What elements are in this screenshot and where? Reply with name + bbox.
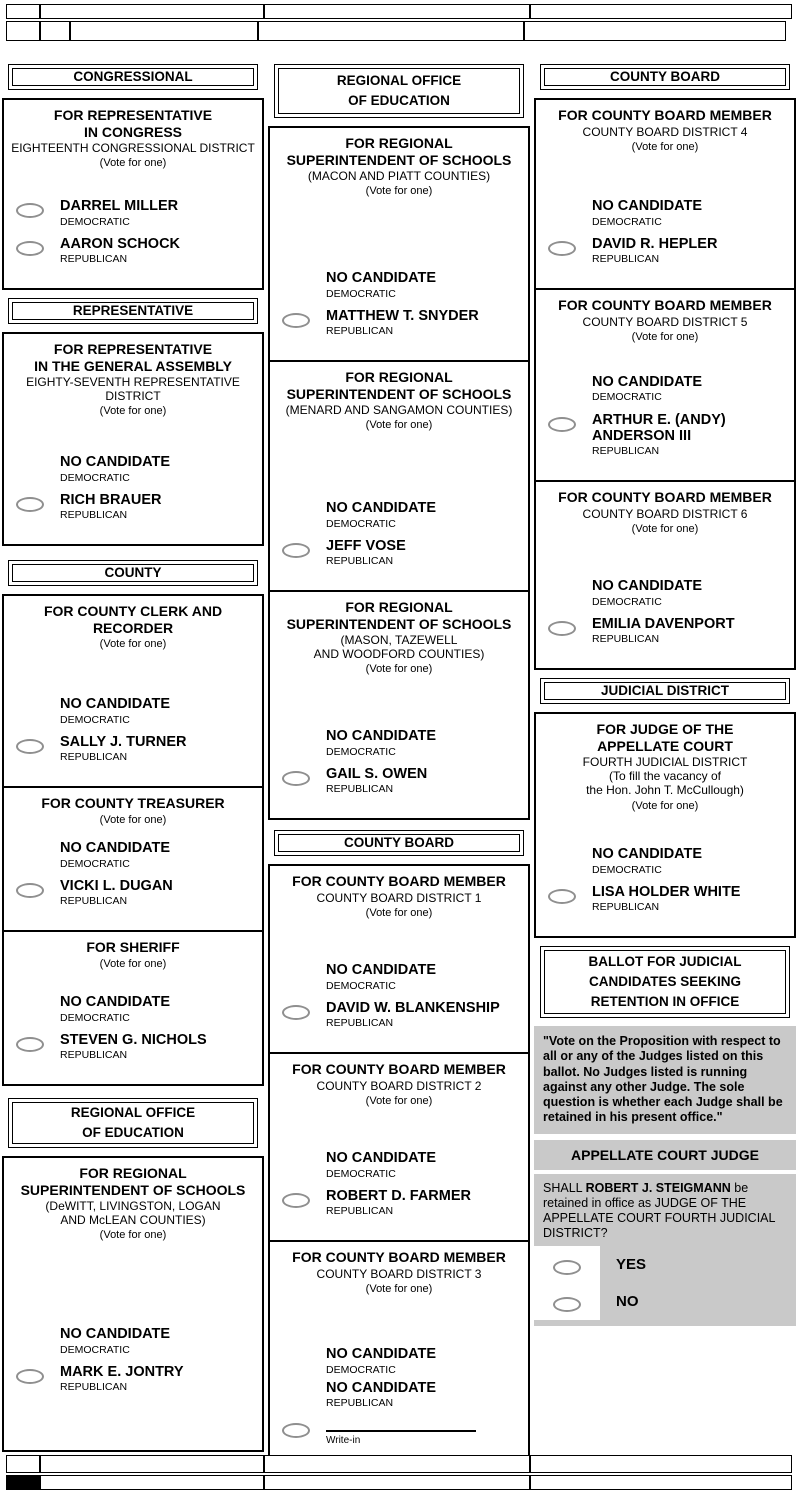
contest-county-board-district-5 [534, 288, 796, 482]
candidate-name: LISA HOLDER WHITE [592, 884, 741, 901]
vote-for-instruction: (Vote for one) [365, 185, 433, 198]
contest-roe-dewitt [2, 1156, 264, 1452]
contest-appellate-court-judge [534, 712, 796, 938]
contest-representative-in-congress [2, 98, 264, 290]
vote-oval-write-in[interactable] [282, 1423, 310, 1438]
candidate-party: DEMOCRATIC [60, 1343, 130, 1356]
candidate-name: NO CANDIDATE [326, 1346, 437, 1363]
contest-district-line: EIGHTY-SEVENTH REPRESENTATIVE [26, 375, 240, 390]
contest-title-line: FOR COUNTY BOARD MEMBER [292, 1249, 506, 1265]
section-header-congressional [8, 64, 258, 90]
contest-county-board-district-2 [268, 1052, 530, 1242]
vote-oval[interactable] [548, 241, 576, 256]
contest-title-line: IN THE GENERAL ASSEMBLY [34, 357, 232, 374]
candidate-row [270, 720, 528, 758]
timing-mark [264, 4, 530, 19]
contest-title-line: FOR REPRESENTATIVE [53, 107, 213, 123]
candidate-row [536, 366, 794, 404]
ballot-column-2 [268, 60, 530, 1458]
appellate-court-judge-bar: APPELLATE COURT JUDGE [534, 1140, 796, 1170]
candidate-row [536, 570, 794, 608]
contest-title-line: RECORDER [92, 619, 174, 636]
vote-for-instruction: (Vote for one) [365, 906, 433, 919]
candidate-name: NO CANDIDATE [326, 728, 437, 745]
candidate-name: DAVID W. BLANKENSHIP [326, 1000, 500, 1017]
candidate-party: REPUBLICAN [326, 1017, 394, 1030]
candidate-row [270, 530, 528, 568]
section-header-regional-office [8, 1098, 258, 1148]
vote-for-instruction: (Vote for one) [365, 1282, 433, 1295]
candidate-name: NO CANDIDATE [60, 1326, 171, 1343]
contest-title-line: SUPERINTENDENT OF SCHOOLS [286, 615, 512, 632]
candidate-party: REPUBLICAN [592, 445, 660, 458]
candidate-name: NO CANDIDATE [60, 696, 171, 713]
section-header-label: REPRESENTATIVE [72, 302, 194, 318]
candidate-name: NO CANDIDATE [60, 994, 171, 1011]
contest-title-line: IN CONGRESS [83, 123, 182, 140]
candidate-name: VICKI L. DUGAN [60, 878, 173, 895]
contest-title-line: FOR COUNTY BOARD MEMBER [558, 297, 772, 313]
candidate-name-line-2: ANDERSON III [592, 428, 692, 445]
vote-oval[interactable] [548, 417, 576, 432]
candidate-name: NO CANDIDATE [326, 1380, 437, 1397]
timing-mark [40, 1475, 264, 1490]
contest-roe-menard-sangamon [268, 360, 530, 592]
contest-title-line: SUPERINTENDENT OF SCHOOLS [286, 151, 512, 168]
contest-district-line: (To fill the vacancy of [608, 769, 722, 784]
write-in-row [270, 1410, 528, 1446]
candidate-name: JEFF VOSE [326, 538, 406, 555]
candidate-row [4, 1318, 262, 1356]
contest-title-line: FOR COUNTY BOARD MEMBER [292, 1061, 506, 1077]
candidate-row [270, 758, 528, 796]
candidate-party: DEMOCRATIC [326, 979, 396, 992]
candidate-party: DEMOCRATIC [60, 1011, 130, 1024]
contest-district-line: COUNTY BOARD DISTRICT 3 [316, 1266, 482, 1281]
candidate-name: EMILIA DAVENPORT [592, 616, 735, 633]
timing-mark [530, 1475, 792, 1490]
section-header-label: JUDICIAL DISTRICT [600, 682, 729, 698]
candidate-party: REPUBLICAN [326, 1397, 394, 1410]
candidate-row [536, 608, 794, 646]
candidate-row [536, 190, 794, 228]
contest-title-line: FOR REPRESENTATIVE [53, 341, 213, 357]
candidate-party: DEMOCRATIC [326, 517, 396, 530]
section-header-label: COUNTY BOARD [609, 68, 720, 84]
candidate-name: DARREL MILLER [60, 198, 179, 215]
candidate-row [4, 870, 262, 908]
contest-district-line: the Hon. John T. McCullough) [586, 783, 744, 798]
candidate-name: NO CANDIDATE [326, 270, 437, 287]
timing-mark-filled [6, 1475, 40, 1490]
candidate-party: DEMOCRATIC [60, 471, 130, 484]
candidate-name: MATTHEW T. SNYDER [326, 308, 479, 325]
ballot-column-3 [534, 60, 796, 1326]
section-header-label: CANDIDATES SEEKING [588, 973, 741, 989]
vote-for-instruction: (Vote for one) [99, 957, 167, 970]
candidate-party: DEMOCRATIC [60, 713, 130, 726]
candidate-row [270, 1142, 528, 1180]
retention-question [534, 1174, 796, 1326]
candidate-party: REPUBLICAN [60, 1049, 128, 1062]
candidate-party: REPUBLICAN [592, 633, 660, 646]
candidate-party: REPUBLICAN [592, 901, 660, 914]
candidate-name: NO CANDIDATE [326, 962, 437, 979]
contest-district-line: COUNTY BOARD DISTRICT 2 [316, 1078, 482, 1093]
question-part: SHALL [543, 1181, 586, 1195]
vote-for-instruction: (Vote for one) [99, 157, 167, 170]
contest-district-line: AND McLEAN COUNTIES) [60, 1213, 206, 1228]
contest-district-line: (MASON, TAZEWELL [340, 633, 458, 648]
section-header-label: OF EDUCATION [348, 93, 450, 108]
vote-for-instruction: (Vote for one) [631, 799, 699, 812]
candidate-row [4, 190, 262, 228]
vote-for-instruction: (Vote for one) [631, 140, 699, 153]
write-in-label: Write-in [326, 1435, 361, 1446]
candidate-row [4, 688, 262, 726]
judge-name: ROBERT J. STEIGMANN [585, 1181, 731, 1195]
section-header-representative [8, 298, 258, 324]
candidate-row [536, 228, 794, 266]
candidate-row [270, 1376, 528, 1410]
section-header-label: BALLOT FOR JUDICIAL [588, 953, 742, 969]
contest-district-line: COUNTY BOARD DISTRICT 4 [582, 124, 748, 139]
candidate-name: NO CANDIDATE [592, 846, 703, 863]
timing-mark [70, 21, 258, 41]
retention-question-text [534, 1174, 796, 1246]
section-header-retention-ballot [540, 946, 790, 1018]
timing-mark [524, 21, 786, 41]
timing-mark [530, 4, 792, 19]
vote-oval[interactable] [548, 621, 576, 636]
contest-sheriff [2, 930, 264, 1086]
contest-title-line: FOR REGIONAL [345, 369, 453, 385]
contest-county-board-district-4 [534, 98, 796, 290]
section-header-label: RETENTION IN OFFICE [590, 994, 740, 1010]
contest-title-line: APPELLATE COURT [597, 737, 733, 754]
contest-title-line: SUPERINTENDENT OF SCHOOLS [20, 1181, 246, 1198]
section-header-label: OF EDUCATION [82, 1125, 184, 1140]
candidate-row [270, 492, 528, 530]
timing-mark [264, 1455, 530, 1473]
retention-no-row [534, 1283, 796, 1320]
timing-marks-top [6, 4, 796, 41]
timing-mark [40, 21, 70, 41]
candidate-name: SALLY J. TURNER [60, 734, 187, 751]
timing-mark [6, 1455, 40, 1473]
candidate-row [270, 1180, 528, 1218]
vote-for-instruction: (Vote for one) [99, 405, 167, 418]
candidate-party: REPUBLICAN [326, 325, 394, 338]
timing-mark [6, 21, 40, 41]
candidate-row [4, 726, 262, 764]
contest-district-line: COUNTY BOARD DISTRICT 5 [582, 314, 748, 329]
candidate-name: NO CANDIDATE [60, 840, 171, 857]
candidate-row [4, 832, 262, 870]
contest-county-board-district-6 [534, 480, 796, 670]
section-header-label: COUNTY BOARD [343, 834, 454, 850]
contest-title-line: FOR REGIONAL [345, 599, 453, 615]
vote-for-instruction: (Vote for one) [631, 330, 699, 343]
candidate-row [270, 992, 528, 1030]
vote-oval-no[interactable] [553, 1297, 581, 1312]
candidate-party: DEMOCRATIC [326, 745, 396, 758]
candidate-party: DEMOCRATIC [592, 215, 662, 228]
contest-district-line: EIGHTEENTH CONGRESSIONAL DISTRICT [11, 141, 255, 156]
candidate-row [270, 300, 528, 338]
section-header-judicial-district [540, 678, 790, 704]
timing-mark [530, 1455, 792, 1473]
candidate-party: DEMOCRATIC [592, 863, 662, 876]
candidate-row [4, 484, 262, 522]
contest-district-line: FOURTH JUDICIAL DISTRICT [582, 755, 748, 770]
candidate-party: DEMOCRATIC [60, 857, 130, 870]
timing-mark [6, 4, 40, 19]
candidate-party: REPUBLICAN [592, 253, 660, 266]
vote-for-instruction: (Vote for one) [365, 419, 433, 432]
contest-title-line: FOR SHERIFF [86, 939, 180, 955]
contest-district-line: (MENARD AND SANGAMON COUNTIES) [285, 403, 513, 418]
candidate-party: REPUBLICAN [60, 509, 128, 522]
candidate-party: REPUBLICAN [326, 555, 394, 568]
candidate-name: NO CANDIDATE [326, 500, 437, 517]
candidate-party: REPUBLICAN [60, 751, 128, 764]
section-header-county-board [540, 64, 790, 90]
candidate-name: NO CANDIDATE [592, 198, 703, 215]
contest-county-board-district-1 [268, 864, 530, 1054]
candidate-row [4, 986, 262, 1024]
vote-oval[interactable] [16, 1037, 44, 1052]
question-part: be retained in office as JUDGE OF THE APPELLATE COURT FOURTH JUDICIAL DISTRICT? [543, 1181, 775, 1240]
candidate-row [270, 954, 528, 992]
contest-title-line: FOR COUNTY BOARD MEMBER [558, 107, 772, 123]
contest-title-line: FOR JUDGE OF THE [596, 721, 734, 737]
candidate-name: ROBERT D. FARMER [326, 1188, 471, 1205]
contest-general-assembly [2, 332, 264, 546]
contest-title-line: FOR COUNTY TREASURER [41, 795, 225, 811]
timing-mark [258, 21, 524, 41]
section-header-label: REGIONAL OFFICE [70, 1104, 196, 1120]
candidate-name: NO CANDIDATE [592, 374, 703, 391]
timing-mark [40, 4, 264, 19]
contest-roe-mason-tazewell-woodford [268, 590, 530, 820]
vote-oval[interactable] [16, 739, 44, 754]
vote-for-instruction: (Vote for one) [365, 1094, 433, 1107]
ballot-column-1 [2, 60, 264, 1452]
candidate-row [270, 1338, 528, 1376]
candidate-name: NO CANDIDATE [592, 578, 703, 595]
candidate-party: DEMOCRATIC [326, 1167, 396, 1180]
section-header-county-board [274, 830, 524, 856]
candidate-name: DAVID R. HEPLER [592, 236, 718, 253]
section-header-label: CONGRESSIONAL [73, 68, 193, 84]
candidate-party: REPUBLICAN [326, 1205, 394, 1218]
contest-title-line: FOR COUNTY BOARD MEMBER [558, 489, 772, 505]
vote-oval[interactable] [282, 1193, 310, 1208]
candidate-party: REPUBLICAN [60, 1381, 128, 1394]
vote-oval[interactable] [282, 543, 310, 558]
vote-oval[interactable] [16, 241, 44, 256]
vote-oval[interactable] [282, 1005, 310, 1020]
candidate-name: ARTHUR E. (ANDY) [592, 411, 726, 428]
timing-mark [40, 1455, 264, 1473]
contest-county-board-district-3 [268, 1240, 530, 1458]
candidate-party: REPUBLICAN [60, 253, 128, 266]
vote-oval[interactable] [548, 889, 576, 904]
vote-oval[interactable] [16, 883, 44, 898]
contest-roe-macon-piatt [268, 126, 530, 362]
timing-marks-bottom [6, 1455, 796, 1490]
section-header-label: REGIONAL OFFICE [336, 72, 462, 88]
oval-cell [534, 1246, 600, 1283]
contest-title-line: FOR COUNTY CLERK AND [43, 603, 223, 619]
contest-county-treasurer [2, 786, 264, 932]
candidate-row [536, 404, 794, 458]
candidate-party: DEMOCRATIC [592, 595, 662, 608]
retention-instructions: "Vote on the Proposition with respect to all or any of the Judges listed on this ballot. No Judges listed is running against any other Judge. The sole question is whether each Judge shall be retained in his present office." [534, 1026, 796, 1134]
contest-title-line: FOR COUNTY BOARD MEMBER [292, 873, 506, 889]
candidate-party: REPUBLICAN [326, 783, 394, 796]
vote-oval[interactable] [282, 771, 310, 786]
candidate-name: STEVEN G. NICHOLS [60, 1032, 207, 1049]
vote-for-instruction: (Vote for one) [365, 663, 433, 676]
contest-district-line: COUNTY BOARD DISTRICT 6 [582, 506, 748, 521]
candidate-party: REPUBLICAN [60, 895, 128, 908]
candidate-row [536, 838, 794, 876]
contest-title-line: FOR REGIONAL [345, 135, 453, 151]
vote-oval[interactable] [282, 313, 310, 328]
candidate-name: NO CANDIDATE [60, 454, 171, 471]
candidate-row [536, 876, 794, 914]
candidate-name: AARON SCHOCK [60, 236, 181, 253]
vote-oval[interactable] [16, 497, 44, 512]
candidate-row [4, 228, 262, 266]
contest-district-line: AND WOODFORD COUNTIES) [313, 647, 485, 662]
candidate-name: GAIL S. OWEN [326, 766, 428, 783]
write-in-line[interactable] [326, 1418, 476, 1432]
candidate-row [4, 446, 262, 484]
candidate-name: NO CANDIDATE [326, 1150, 437, 1167]
oval-cell [534, 1283, 600, 1320]
candidate-name: RICH BRAUER [60, 492, 162, 509]
vote-oval[interactable] [16, 1369, 44, 1384]
timing-mark [264, 1475, 530, 1490]
contest-title-line: FOR REGIONAL [79, 1165, 187, 1181]
candidate-party: DEMOCRATIC [592, 391, 662, 404]
vote-for-instruction: (Vote for one) [99, 638, 167, 651]
candidate-row [4, 1024, 262, 1062]
candidate-party: DEMOCRATIC [326, 287, 396, 300]
contest-district-line: (DeWITT, LIVINGSTON, LOGAN [45, 1199, 221, 1214]
no-label: NO [616, 1293, 639, 1310]
yes-label: YES [616, 1256, 647, 1273]
candidate-party: DEMOCRATIC [326, 1363, 396, 1376]
vote-for-instruction: (Vote for one) [631, 522, 699, 535]
candidate-row [4, 1356, 262, 1394]
vote-oval-yes[interactable] [553, 1260, 581, 1275]
section-header-regional-office [274, 64, 524, 118]
candidate-name: MARK E. JONTRY [60, 1364, 184, 1381]
section-header-county [8, 560, 258, 586]
section-header-label: COUNTY [104, 564, 162, 580]
contest-district-line: DISTRICT [105, 389, 161, 404]
candidate-party: DEMOCRATIC [60, 215, 130, 228]
contest-county-clerk-recorder [2, 594, 264, 788]
candidate-row [270, 262, 528, 300]
vote-for-instruction: (Vote for one) [99, 813, 167, 826]
vote-oval[interactable] [16, 203, 44, 218]
contest-district-line: (MACON AND PIATT COUNTIES) [307, 169, 491, 184]
retention-yes-row [534, 1246, 796, 1283]
vote-for-instruction: (Vote for one) [99, 1229, 167, 1242]
contest-title-line: SUPERINTENDENT OF SCHOOLS [286, 385, 512, 402]
contest-district-line: COUNTY BOARD DISTRICT 1 [316, 890, 482, 905]
